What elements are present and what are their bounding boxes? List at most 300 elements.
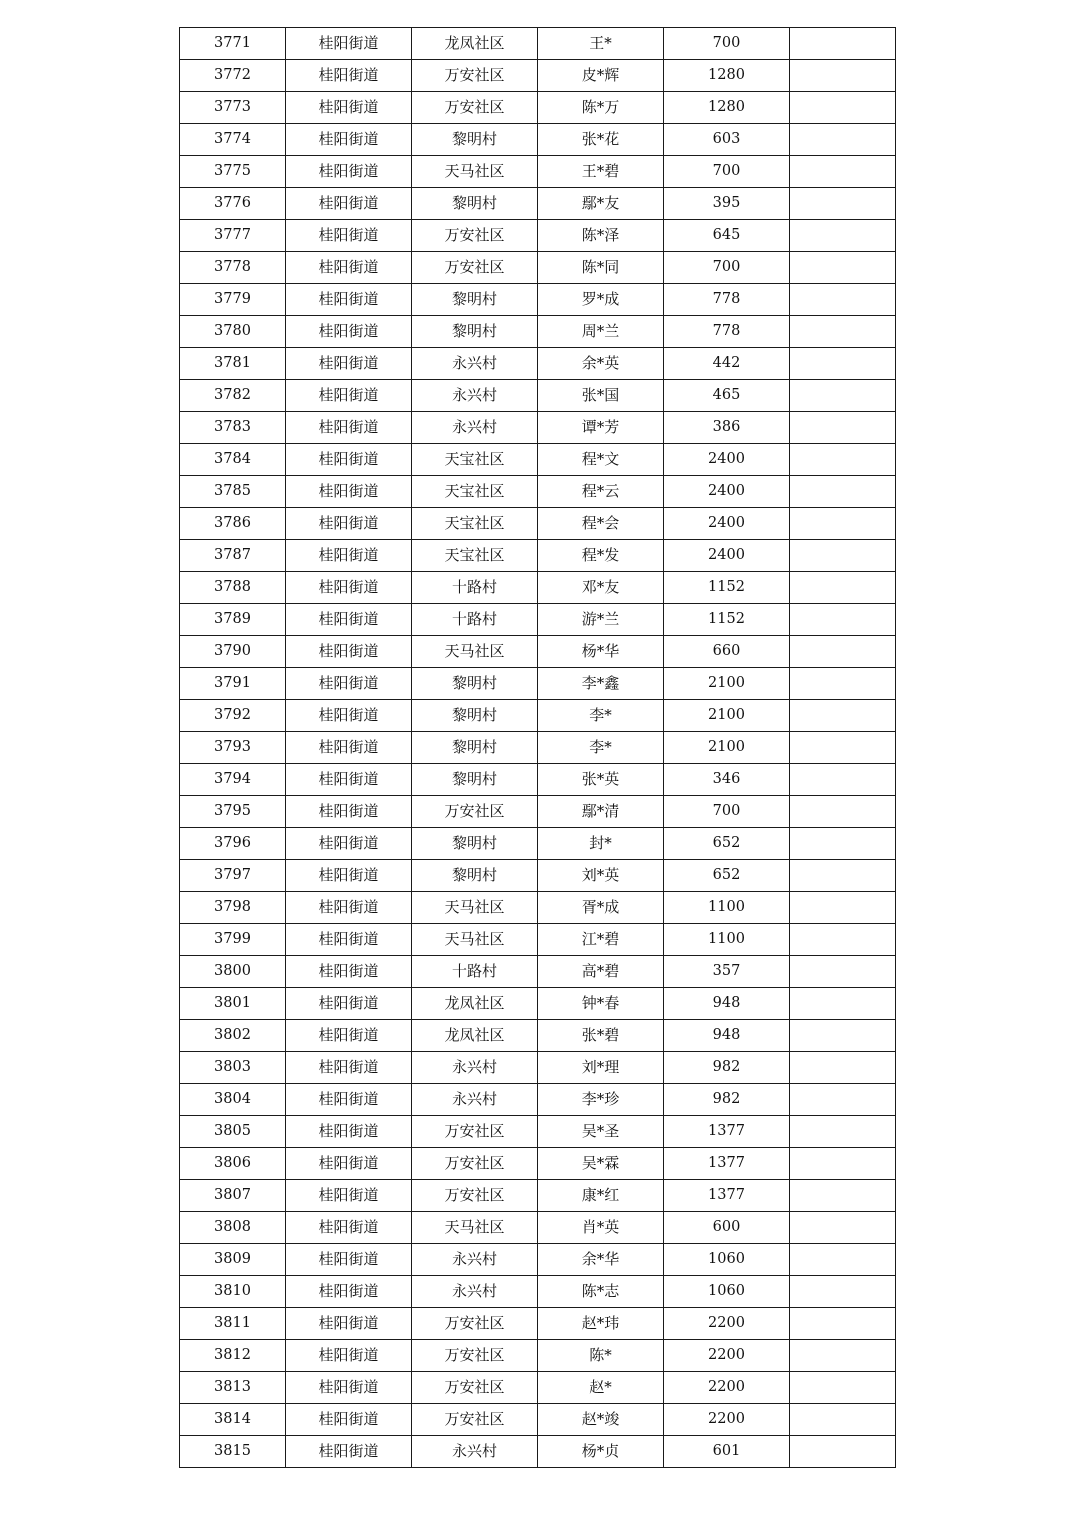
cell-amount: 2200 <box>664 1404 790 1436</box>
table-row <box>180 508 896 540</box>
cell-street: 桂阳街道 <box>286 444 412 476</box>
cell-serial-number: 3799 <box>180 924 286 956</box>
cell-amount: 2100 <box>664 668 790 700</box>
cell-note <box>790 572 896 604</box>
cell-street: 桂阳街道 <box>286 284 412 316</box>
cell-person-name: 刘*英 <box>538 860 664 892</box>
table-row <box>180 956 896 988</box>
cell-serial-number: 3803 <box>180 1052 286 1084</box>
table-row <box>180 124 896 156</box>
table-row <box>180 92 896 124</box>
cell-street: 桂阳街道 <box>286 124 412 156</box>
cell-note <box>790 892 896 924</box>
cell-note <box>790 988 896 1020</box>
cell-street: 桂阳街道 <box>286 924 412 956</box>
cell-street: 桂阳街道 <box>286 1180 412 1212</box>
cell-note <box>790 1116 896 1148</box>
cell-street: 桂阳街道 <box>286 604 412 636</box>
cell-person-name: 李* <box>538 700 664 732</box>
cell-amount: 1152 <box>664 572 790 604</box>
cell-amount: 2400 <box>664 508 790 540</box>
cell-amount: 2100 <box>664 732 790 764</box>
cell-community: 万安社区 <box>412 252 538 284</box>
cell-amount: 778 <box>664 316 790 348</box>
cell-note <box>790 28 896 60</box>
cell-street: 桂阳街道 <box>286 956 412 988</box>
cell-note <box>790 764 896 796</box>
table-row <box>180 1052 896 1084</box>
cell-serial-number: 3777 <box>180 220 286 252</box>
cell-community: 万安社区 <box>412 1372 538 1404</box>
cell-serial-number: 3815 <box>180 1436 286 1468</box>
cell-street: 桂阳街道 <box>286 1276 412 1308</box>
cell-note <box>790 1052 896 1084</box>
table-row <box>180 476 896 508</box>
cell-person-name: 陈*万 <box>538 92 664 124</box>
cell-serial-number: 3779 <box>180 284 286 316</box>
cell-person-name: 周*兰 <box>538 316 664 348</box>
cell-serial-number: 3772 <box>180 60 286 92</box>
cell-note <box>790 284 896 316</box>
cell-amount: 2400 <box>664 476 790 508</box>
cell-serial-number: 3804 <box>180 1084 286 1116</box>
cell-amount: 465 <box>664 380 790 412</box>
cell-community: 黎明村 <box>412 700 538 732</box>
cell-note <box>790 1084 896 1116</box>
cell-serial-number: 3810 <box>180 1276 286 1308</box>
cell-person-name: 李*鑫 <box>538 668 664 700</box>
cell-person-name: 刘*理 <box>538 1052 664 1084</box>
table-row <box>180 796 896 828</box>
table-row <box>180 764 896 796</box>
cell-street: 桂阳街道 <box>286 1148 412 1180</box>
cell-note <box>790 1212 896 1244</box>
cell-community: 黎明村 <box>412 188 538 220</box>
cell-serial-number: 3813 <box>180 1372 286 1404</box>
cell-community: 永兴村 <box>412 380 538 412</box>
table-row <box>180 1020 896 1052</box>
table-row <box>180 924 896 956</box>
cell-street: 桂阳街道 <box>286 828 412 860</box>
cell-amount: 700 <box>664 796 790 828</box>
cell-street: 桂阳街道 <box>286 412 412 444</box>
cell-person-name: 程*发 <box>538 540 664 572</box>
cell-person-name: 赵*玮 <box>538 1308 664 1340</box>
cell-person-name: 肖*英 <box>538 1212 664 1244</box>
cell-serial-number: 3794 <box>180 764 286 796</box>
cell-person-name: 康*红 <box>538 1180 664 1212</box>
cell-note <box>790 124 896 156</box>
table-row <box>180 1212 896 1244</box>
cell-person-name: 鄢*友 <box>538 188 664 220</box>
cell-person-name: 鄢*清 <box>538 796 664 828</box>
cell-serial-number: 3781 <box>180 348 286 380</box>
table-row <box>180 28 896 60</box>
cell-amount: 357 <box>664 956 790 988</box>
cell-person-name: 游*兰 <box>538 604 664 636</box>
cell-person-name: 程*文 <box>538 444 664 476</box>
cell-community: 天宝社区 <box>412 508 538 540</box>
cell-community: 龙凤社区 <box>412 28 538 60</box>
cell-serial-number: 3789 <box>180 604 286 636</box>
table-row <box>180 1308 896 1340</box>
cell-person-name: 赵* <box>538 1372 664 1404</box>
cell-serial-number: 3780 <box>180 316 286 348</box>
cell-serial-number: 3784 <box>180 444 286 476</box>
cell-community: 万安社区 <box>412 1308 538 1340</box>
cell-street: 桂阳街道 <box>286 540 412 572</box>
table-row <box>180 1180 896 1212</box>
cell-amount: 600 <box>664 1212 790 1244</box>
cell-note <box>790 1372 896 1404</box>
cell-street: 桂阳街道 <box>286 156 412 188</box>
cell-community: 黎明村 <box>412 124 538 156</box>
cell-serial-number: 3808 <box>180 1212 286 1244</box>
cell-amount: 700 <box>664 156 790 188</box>
cell-person-name: 王* <box>538 28 664 60</box>
cell-person-name: 张*花 <box>538 124 664 156</box>
table-row <box>180 348 896 380</box>
cell-person-name: 高*碧 <box>538 956 664 988</box>
cell-serial-number: 3786 <box>180 508 286 540</box>
cell-serial-number: 3807 <box>180 1180 286 1212</box>
cell-amount: 660 <box>664 636 790 668</box>
cell-person-name: 邓*友 <box>538 572 664 604</box>
cell-serial-number: 3793 <box>180 732 286 764</box>
cell-note <box>790 1340 896 1372</box>
cell-amount: 601 <box>664 1436 790 1468</box>
cell-street: 桂阳街道 <box>286 764 412 796</box>
table-row <box>180 860 896 892</box>
cell-community: 天宝社区 <box>412 476 538 508</box>
cell-community: 龙凤社区 <box>412 988 538 1020</box>
cell-street: 桂阳街道 <box>286 348 412 380</box>
cell-note <box>790 1276 896 1308</box>
cell-serial-number: 3791 <box>180 668 286 700</box>
subsidy-table <box>179 27 896 1468</box>
cell-street: 桂阳街道 <box>286 1308 412 1340</box>
cell-note <box>790 220 896 252</box>
cell-amount: 1377 <box>664 1180 790 1212</box>
cell-street: 桂阳街道 <box>286 860 412 892</box>
cell-note <box>790 1244 896 1276</box>
cell-note <box>790 1148 896 1180</box>
cell-serial-number: 3783 <box>180 412 286 444</box>
cell-street: 桂阳街道 <box>286 700 412 732</box>
cell-serial-number: 3802 <box>180 1020 286 1052</box>
cell-street: 桂阳街道 <box>286 1212 412 1244</box>
cell-person-name: 胥*成 <box>538 892 664 924</box>
cell-person-name: 陈*同 <box>538 252 664 284</box>
cell-street: 桂阳街道 <box>286 508 412 540</box>
cell-person-name: 王*碧 <box>538 156 664 188</box>
cell-community: 永兴村 <box>412 1244 538 1276</box>
cell-person-name: 封* <box>538 828 664 860</box>
cell-community: 万安社区 <box>412 92 538 124</box>
cell-note <box>790 1020 896 1052</box>
cell-note <box>790 540 896 572</box>
cell-street: 桂阳街道 <box>286 668 412 700</box>
table-row <box>180 572 896 604</box>
cell-community: 天马社区 <box>412 636 538 668</box>
cell-person-name: 杨*华 <box>538 636 664 668</box>
cell-community: 万安社区 <box>412 1116 538 1148</box>
cell-community: 永兴村 <box>412 1052 538 1084</box>
cell-street: 桂阳街道 <box>286 476 412 508</box>
cell-note <box>790 924 896 956</box>
cell-street: 桂阳街道 <box>286 1436 412 1468</box>
cell-street: 桂阳街道 <box>286 636 412 668</box>
cell-serial-number: 3796 <box>180 828 286 860</box>
cell-amount: 1280 <box>664 60 790 92</box>
cell-street: 桂阳街道 <box>286 60 412 92</box>
table-row <box>180 1436 896 1468</box>
cell-amount: 982 <box>664 1084 790 1116</box>
cell-community: 万安社区 <box>412 220 538 252</box>
cell-note <box>790 60 896 92</box>
cell-note <box>790 92 896 124</box>
cell-serial-number: 3800 <box>180 956 286 988</box>
cell-person-name: 张*英 <box>538 764 664 796</box>
cell-note <box>790 476 896 508</box>
cell-amount: 700 <box>664 28 790 60</box>
cell-community: 万安社区 <box>412 1148 538 1180</box>
table-row <box>180 668 896 700</box>
cell-street: 桂阳街道 <box>286 732 412 764</box>
cell-amount: 346 <box>664 764 790 796</box>
cell-note <box>790 796 896 828</box>
table-row <box>180 1340 896 1372</box>
cell-community: 永兴村 <box>412 1084 538 1116</box>
cell-street: 桂阳街道 <box>286 572 412 604</box>
cell-note <box>790 412 896 444</box>
cell-amount: 1152 <box>664 604 790 636</box>
cell-person-name: 张*国 <box>538 380 664 412</box>
cell-note <box>790 316 896 348</box>
cell-person-name: 陈*泽 <box>538 220 664 252</box>
cell-community: 天马社区 <box>412 156 538 188</box>
cell-person-name: 余*英 <box>538 348 664 380</box>
cell-serial-number: 3785 <box>180 476 286 508</box>
cell-person-name: 张*碧 <box>538 1020 664 1052</box>
cell-amount: 2400 <box>664 444 790 476</box>
cell-street: 桂阳街道 <box>286 316 412 348</box>
cell-serial-number: 3773 <box>180 92 286 124</box>
cell-person-name: 杨*贞 <box>538 1436 664 1468</box>
cell-street: 桂阳街道 <box>286 28 412 60</box>
cell-street: 桂阳街道 <box>286 1020 412 1052</box>
table-row <box>180 284 896 316</box>
cell-person-name: 谭*芳 <box>538 412 664 444</box>
cell-amount: 1060 <box>664 1276 790 1308</box>
cell-note <box>790 732 896 764</box>
cell-serial-number: 3795 <box>180 796 286 828</box>
table-row <box>180 1084 896 1116</box>
table-row <box>180 412 896 444</box>
cell-community: 永兴村 <box>412 1436 538 1468</box>
cell-person-name: 吴*霖 <box>538 1148 664 1180</box>
cell-amount: 1100 <box>664 892 790 924</box>
cell-amount: 652 <box>664 860 790 892</box>
cell-community: 十路村 <box>412 604 538 636</box>
cell-note <box>790 1404 896 1436</box>
cell-note <box>790 188 896 220</box>
cell-street: 桂阳街道 <box>286 1084 412 1116</box>
cell-community: 黎明村 <box>412 860 538 892</box>
cell-street: 桂阳街道 <box>286 380 412 412</box>
cell-serial-number: 3812 <box>180 1340 286 1372</box>
cell-amount: 395 <box>664 188 790 220</box>
table-row <box>180 988 896 1020</box>
cell-serial-number: 3814 <box>180 1404 286 1436</box>
table-row <box>180 1404 896 1436</box>
cell-person-name: 程*云 <box>538 476 664 508</box>
cell-amount: 645 <box>664 220 790 252</box>
cell-amount: 1100 <box>664 924 790 956</box>
cell-street: 桂阳街道 <box>286 988 412 1020</box>
cell-serial-number: 3788 <box>180 572 286 604</box>
cell-street: 桂阳街道 <box>286 1340 412 1372</box>
cell-street: 桂阳街道 <box>286 1244 412 1276</box>
cell-street: 桂阳街道 <box>286 188 412 220</box>
cell-note <box>790 668 896 700</box>
cell-person-name: 陈* <box>538 1340 664 1372</box>
cell-person-name: 钟*春 <box>538 988 664 1020</box>
cell-amount: 2100 <box>664 700 790 732</box>
cell-community: 永兴村 <box>412 348 538 380</box>
cell-amount: 1060 <box>664 1244 790 1276</box>
cell-community: 万安社区 <box>412 1340 538 1372</box>
cell-serial-number: 3782 <box>180 380 286 412</box>
cell-community: 黎明村 <box>412 764 538 796</box>
cell-person-name: 李*珍 <box>538 1084 664 1116</box>
cell-serial-number: 3787 <box>180 540 286 572</box>
cell-street: 桂阳街道 <box>286 92 412 124</box>
cell-street: 桂阳街道 <box>286 220 412 252</box>
table-row <box>180 732 896 764</box>
cell-person-name: 陈*志 <box>538 1276 664 1308</box>
cell-community: 天马社区 <box>412 892 538 924</box>
cell-serial-number: 3776 <box>180 188 286 220</box>
cell-amount: 2200 <box>664 1308 790 1340</box>
cell-amount: 442 <box>664 348 790 380</box>
cell-amount: 652 <box>664 828 790 860</box>
cell-amount: 386 <box>664 412 790 444</box>
cell-street: 桂阳街道 <box>286 252 412 284</box>
cell-person-name: 罗*成 <box>538 284 664 316</box>
cell-community: 十路村 <box>412 572 538 604</box>
cell-community: 天马社区 <box>412 1212 538 1244</box>
cell-community: 万安社区 <box>412 796 538 828</box>
cell-note <box>790 700 896 732</box>
cell-note <box>790 444 896 476</box>
cell-note <box>790 1436 896 1468</box>
table-row <box>180 700 896 732</box>
cell-community: 天宝社区 <box>412 444 538 476</box>
cell-street: 桂阳街道 <box>286 1116 412 1148</box>
table-row <box>180 188 896 220</box>
cell-serial-number: 3801 <box>180 988 286 1020</box>
cell-note <box>790 252 896 284</box>
table-row <box>180 1148 896 1180</box>
cell-amount: 982 <box>664 1052 790 1084</box>
cell-note <box>790 380 896 412</box>
table-row <box>180 1116 896 1148</box>
cell-community: 万安社区 <box>412 1180 538 1212</box>
cell-street: 桂阳街道 <box>286 1404 412 1436</box>
cell-note <box>790 860 896 892</box>
table-row <box>180 444 896 476</box>
cell-amount: 2200 <box>664 1340 790 1372</box>
cell-note <box>790 956 896 988</box>
table-row <box>180 1244 896 1276</box>
table-row <box>180 636 896 668</box>
table-row <box>180 1276 896 1308</box>
table-row <box>180 60 896 92</box>
cell-street: 桂阳街道 <box>286 1052 412 1084</box>
cell-community: 天宝社区 <box>412 540 538 572</box>
cell-serial-number: 3774 <box>180 124 286 156</box>
table-row <box>180 380 896 412</box>
cell-note <box>790 604 896 636</box>
table-row <box>180 828 896 860</box>
cell-community: 十路村 <box>412 956 538 988</box>
table-row <box>180 892 896 924</box>
cell-amount: 1377 <box>664 1148 790 1180</box>
cell-note <box>790 156 896 188</box>
cell-amount: 700 <box>664 252 790 284</box>
cell-amount: 603 <box>664 124 790 156</box>
cell-serial-number: 3809 <box>180 1244 286 1276</box>
cell-community: 万安社区 <box>412 60 538 92</box>
cell-amount: 1280 <box>664 92 790 124</box>
cell-serial-number: 3798 <box>180 892 286 924</box>
cell-community: 永兴村 <box>412 1276 538 1308</box>
cell-street: 桂阳街道 <box>286 1372 412 1404</box>
cell-serial-number: 3797 <box>180 860 286 892</box>
cell-community: 黎明村 <box>412 668 538 700</box>
cell-community: 天马社区 <box>412 924 538 956</box>
cell-street: 桂阳街道 <box>286 892 412 924</box>
cell-note <box>790 828 896 860</box>
cell-street: 桂阳街道 <box>286 796 412 828</box>
cell-serial-number: 3805 <box>180 1116 286 1148</box>
cell-amount: 948 <box>664 1020 790 1052</box>
cell-community: 黎明村 <box>412 828 538 860</box>
table-row <box>180 316 896 348</box>
cell-person-name: 吴*圣 <box>538 1116 664 1148</box>
cell-note <box>790 636 896 668</box>
cell-community: 黎明村 <box>412 316 538 348</box>
table-row <box>180 252 896 284</box>
cell-note <box>790 1180 896 1212</box>
cell-serial-number: 3778 <box>180 252 286 284</box>
table-row <box>180 540 896 572</box>
cell-serial-number: 3790 <box>180 636 286 668</box>
cell-amount: 948 <box>664 988 790 1020</box>
cell-note <box>790 508 896 540</box>
cell-amount: 778 <box>664 284 790 316</box>
cell-serial-number: 3771 <box>180 28 286 60</box>
cell-note <box>790 1308 896 1340</box>
cell-community: 龙凤社区 <box>412 1020 538 1052</box>
cell-person-name: 赵*竣 <box>538 1404 664 1436</box>
cell-person-name: 程*会 <box>538 508 664 540</box>
cell-community: 永兴村 <box>412 412 538 444</box>
cell-person-name: 江*碧 <box>538 924 664 956</box>
cell-amount: 1377 <box>664 1116 790 1148</box>
cell-amount: 2400 <box>664 540 790 572</box>
